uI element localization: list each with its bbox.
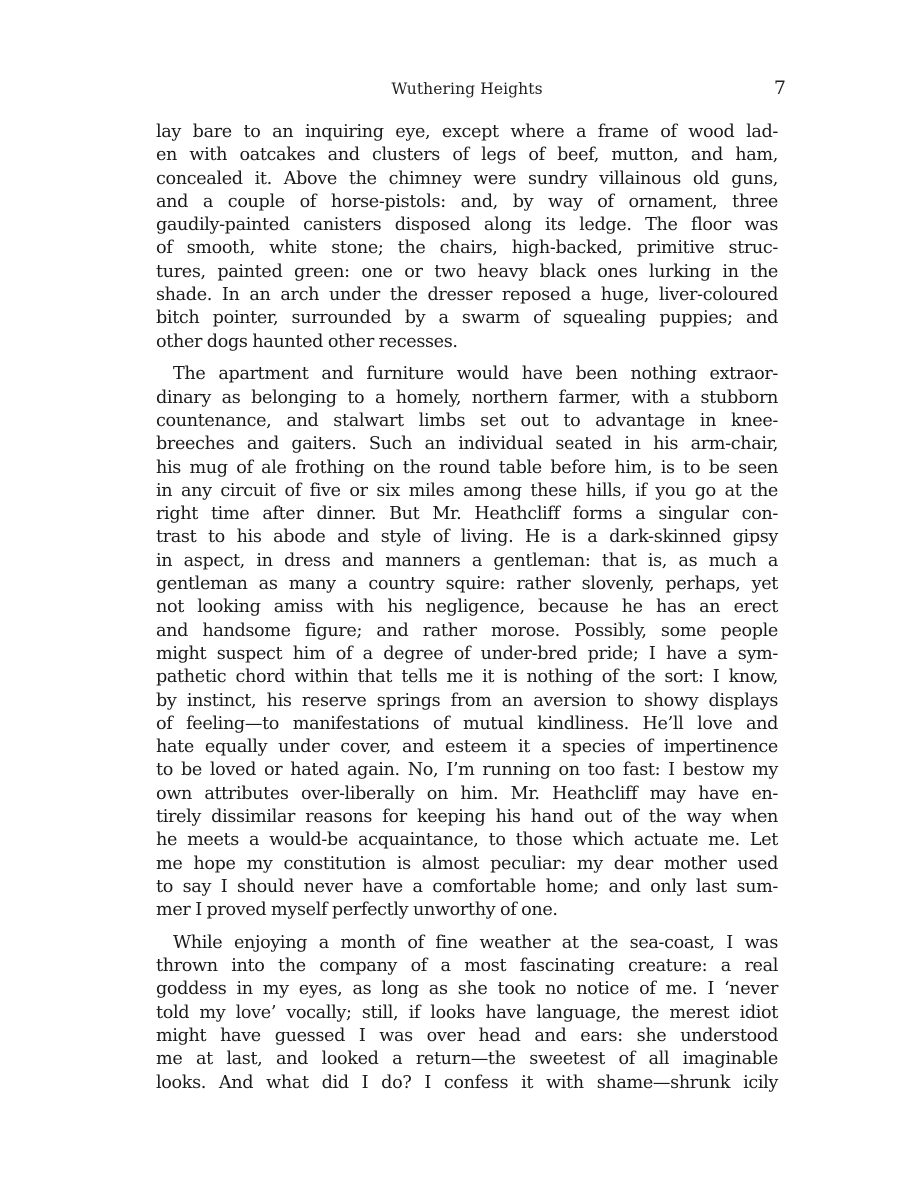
- text-line: bitch pointer, surrounded by a swarm of squealing puppies; and: [156, 308, 778, 329]
- paragraph-2: [156, 363, 778, 922]
- text-line: not looking amiss with his negligence, because he has an erect: [156, 597, 778, 618]
- text-line: shade. In an arch under the dresser reposed a huge, liver-coloured: [156, 285, 778, 306]
- text-line: in any circuit of five or six miles among these hills, if you go at the: [156, 480, 778, 501]
- text-line: goddess in my eyes, as long as she took no notice of me. I ‘never: [156, 979, 778, 1000]
- text-line: to be loved or hated again. No, I’m running on too fast: I bestow my: [156, 760, 778, 781]
- text-line: told my love’ vocally; still, if looks have language, the merest idiot: [156, 1002, 778, 1023]
- text-line: The apartment and furniture would have been nothing extraor-: [173, 364, 778, 385]
- text-line: countenance, and stalwart limbs set out to advantage in knee-: [156, 410, 778, 431]
- text-line: and handsome figure; and rather morose. Possibly, some people: [156, 620, 778, 641]
- text-line: tirely dissimilar reasons for keeping his hand out of the way when: [156, 807, 778, 827]
- text-line: hate equally under cover, and esteem it a species of impertinence: [156, 737, 778, 758]
- text-line: trast to his abode and style of living. He is a dark-skinned gipsy: [156, 527, 778, 548]
- text-line: concealed it. Above the chimney were sundry villainous old guns,: [156, 168, 778, 189]
- body-text: [156, 121, 778, 1095]
- text-line: en with oatcakes and clusters of legs of beef, mutton, and ham,: [156, 145, 778, 166]
- text-line: of smooth, white stone; the chairs, high-backed, primitive struc-: [156, 238, 778, 259]
- running-head: [156, 77, 786, 100]
- text-line: might suspect him of a degree of under-bred pride; I have a sym-: [156, 643, 778, 664]
- text-line: me at last, and looked a return—the sweetest of all imaginable: [156, 1049, 778, 1070]
- text-line: gentleman as many a country squire: rather slovenly, perhaps, yet: [156, 574, 778, 595]
- text-line: by instinct, his reserve springs from an aversion to showy displays: [156, 690, 778, 711]
- text-line: gaudily-painted canisters disposed along its ledge. The floor was: [156, 215, 778, 236]
- text-line: me hope my constitution is almost peculiar: my dear mother used: [156, 853, 778, 874]
- text-line: of feeling—to manifestations of mutual kindliness. He’ll love and: [156, 713, 778, 734]
- text-line: his mug of ale frothing on the round table before him, is to be seen: [156, 457, 778, 478]
- text-line: tures, painted green: one or two heavy black ones lurking in the: [156, 261, 778, 282]
- text-line: right time after dinner. But Mr. Heathcliff forms a singular con-: [156, 504, 778, 525]
- text-line: might have guessed I was over head and ears: she understood: [156, 1026, 778, 1047]
- text-line: in aspect, in dress and manners a gentleman: that is, as much a: [156, 550, 778, 571]
- text-line: looks. And what did I do? I confess it with shame—shrunk icily: [156, 1072, 778, 1093]
- running-title: Wuthering Heights: [391, 80, 543, 98]
- text-line: own attributes over-liberally on him. Mr. Heathcliff may have en-: [156, 783, 778, 804]
- text-line: While enjoying a month of fine weather at the sea-coast, I was: [173, 932, 778, 953]
- paragraph-1: [156, 121, 778, 354]
- text-line: breeches and gaiters. Such an individual seated in his arm-chair,: [156, 434, 778, 455]
- text-line: he meets a would-be acquaintance, to those which actuate me. Let: [156, 830, 778, 851]
- text-line: and a couple of horse-pistols: and, by way of ornament, three: [156, 191, 778, 212]
- page-number: 7: [773, 77, 786, 99]
- text-line: pathetic chord within that tells me it is nothing of the sort: I know,: [156, 667, 778, 688]
- text-line: dinary as belonging to a homely, northern farmer, with a stubborn: [156, 387, 778, 408]
- text-line: to say I should never have a comfortable home; and only last sum-: [156, 876, 778, 897]
- text-line: other dogs haunted other recesses.: [156, 331, 458, 352]
- text-line: lay bare to an inquiring eye, except where a frame of wood lad-: [156, 122, 778, 142]
- paragraph-3: [156, 932, 778, 1095]
- text-line: thrown into the company of a most fascinating creature: a real: [156, 956, 778, 977]
- text-line: mer I proved myself perfectly unworthy of one.: [156, 900, 558, 921]
